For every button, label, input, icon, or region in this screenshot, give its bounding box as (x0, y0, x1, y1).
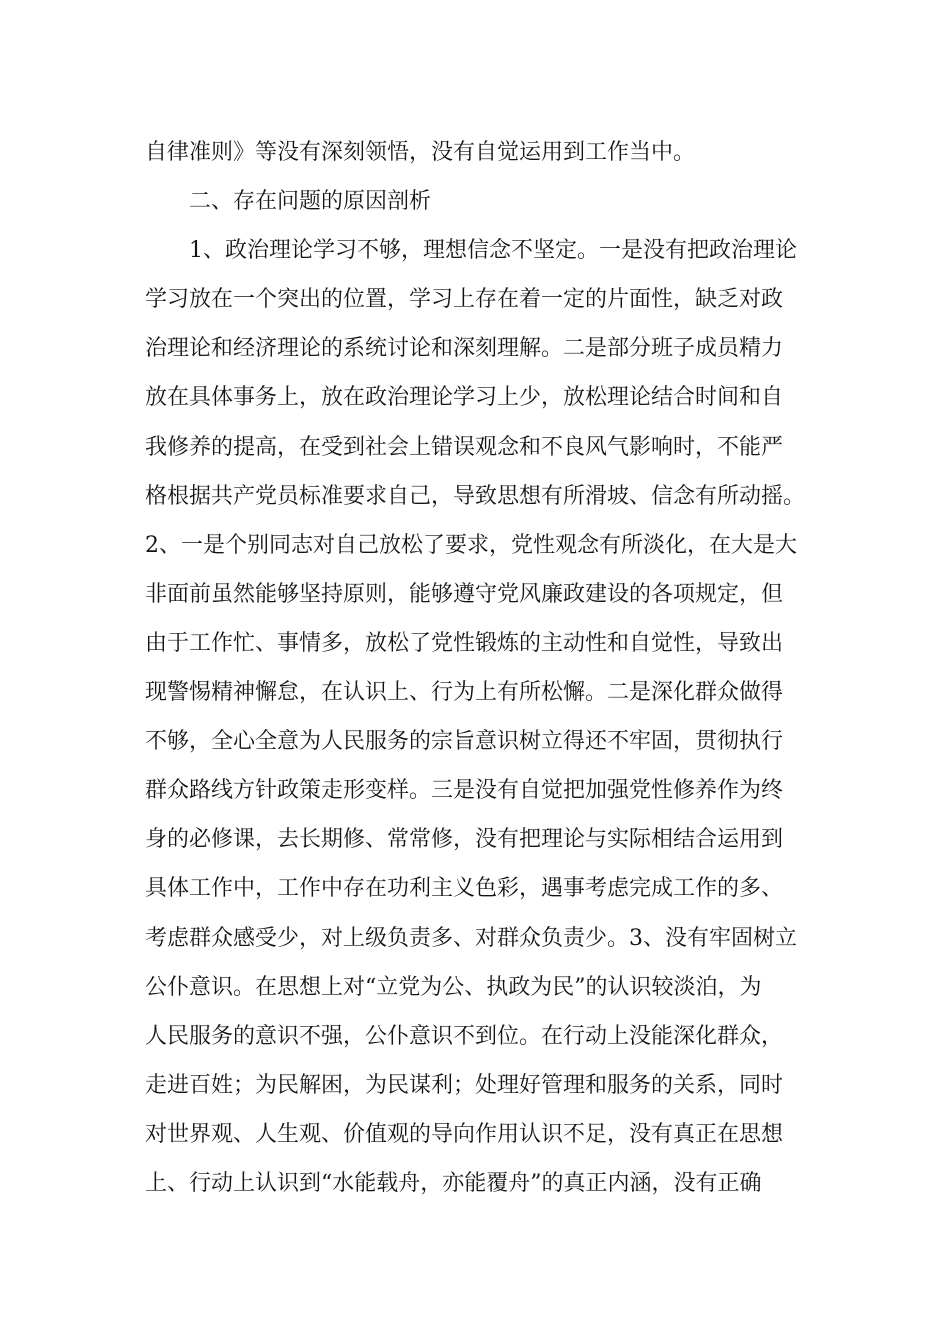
text-line: 不够，全心全意为人民服务的宗旨意识树立得还不牢固，贯彻执行 (145, 729, 784, 755)
text-line: 上、行动上认识到“水能载舟，亦能覆舟”的真正内涵，没有正确 (145, 1170, 762, 1196)
text-line: 1、政治理论学习不够，理想信念不坚定。一是没有把政治理论 (189, 238, 797, 264)
text-line: 身的必修课，去长期修、常常修，没有把理论与实际相结合运用到 (145, 827, 784, 853)
text-line: 现警惕精神懈怠，在认识上、行为上有所松懈。二是深化群众做得 (145, 680, 784, 706)
text-line: 由于工作忙、事情多，放松了党性锻炼的主动性和自觉性，导致出 (145, 630, 784, 656)
text-line: 具体工作中，工作中存在功利主义色彩，遇事考虑完成工作的多、 (145, 876, 784, 902)
body-text (145, 128, 825, 1208)
text-line: 对世界观、人生观、价值观的导向作用认识不足，没有真正在思想 (145, 1121, 784, 1147)
text-line: 放在具体事务上，放在政治理论学习上少，放松理论结合时间和自 (145, 385, 784, 411)
text-line: 非面前虽然能够坚持原则，能够遵守党风廉政建设的各项规定，但 (145, 581, 784, 607)
text-line: 我修养的提高，在受到社会上错误观念和不良风气影响时，不能严 (145, 434, 784, 460)
text-line: 考虑群众感受少，对上级负责多、对群众负责少。3、没有牢固树立 (145, 925, 797, 951)
text-line: 公仆意识。在思想上对“立党为公、执政为民”的认识较淡泊，为 (145, 974, 762, 1000)
text-line: 治理论和经济理论的系统讨论和深刻理解。二是部分班子成员精力 (145, 336, 784, 362)
text-line: 群众路线方针政策走形变样。三是没有自觉把加强党性修养作为终 (145, 778, 784, 804)
text-line: 2、一是个别同志对自己放松了要求，党性观念有所淡化，在大是大 (145, 532, 797, 558)
text-line: 走进百姓；为民解困，为民谋利；处理好管理和服务的关系，同时 (145, 1072, 784, 1098)
text-line: 格根据共产党员标准要求自己，导致思想有所滑坡、信念有所动摇。 (145, 483, 806, 509)
section-heading: 二、存在问题的原因剖析 (189, 189, 432, 215)
text-line: 自律准则》等没有深刻领悟，没有自觉运用到工作当中。 (145, 140, 696, 165)
text-line: 人民服务的意识不强，公仆意识不到位。在行动上没能深化群众， (145, 1023, 784, 1049)
text-line: 学习放在一个突出的位置，学习上存在着一定的片面性，缺乏对政 (145, 287, 784, 313)
